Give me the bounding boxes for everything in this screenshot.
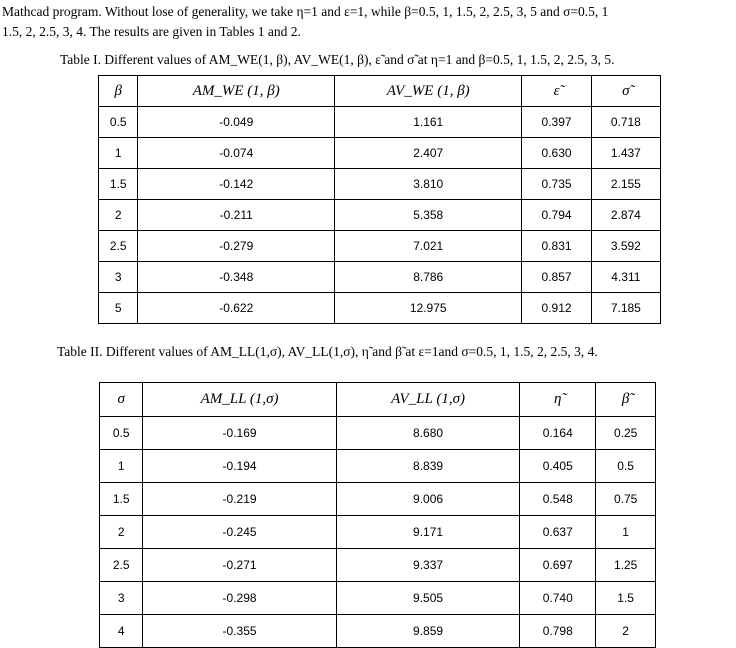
- table-cell: 1.161: [335, 107, 522, 138]
- table-cell: 0.831: [522, 231, 591, 262]
- table-cell: 5.358: [335, 200, 522, 231]
- table-cell: 0.5: [100, 417, 143, 450]
- table1-header-cell: AV_WE (1, β): [335, 76, 522, 107]
- table-row: [99, 169, 661, 200]
- table-cell: 2.5: [100, 549, 143, 582]
- table-row: [100, 483, 656, 516]
- table-cell: 3: [100, 582, 143, 615]
- intro-paragraph: [2, 2, 734, 42]
- table-cell: -0.271: [143, 549, 336, 582]
- table-row: [100, 450, 656, 483]
- table-cell: 0.75: [596, 483, 656, 516]
- table-cell: -0.622: [138, 293, 335, 324]
- table-row: [99, 107, 661, 138]
- table-cell: 2.155: [591, 169, 660, 200]
- table-cell: 0.735: [522, 169, 591, 200]
- table-cell: 0.397: [522, 107, 591, 138]
- table-cell: -0.211: [138, 200, 335, 231]
- table-cell: 1.437: [591, 138, 660, 169]
- table-cell: 1.5: [100, 483, 143, 516]
- table-cell: 8.839: [336, 450, 519, 483]
- table2-body: [100, 417, 656, 648]
- table-cell: -0.169: [143, 417, 336, 450]
- table-cell: 5: [99, 293, 138, 324]
- table-row: [99, 200, 661, 231]
- table-cell: 4.311: [591, 262, 660, 293]
- table-cell: -0.074: [138, 138, 335, 169]
- table-cell: 12.975: [335, 293, 522, 324]
- table-row: [99, 262, 661, 293]
- table-cell: -0.279: [138, 231, 335, 262]
- table-cell: 1.5: [596, 582, 656, 615]
- table-cell: 0.405: [520, 450, 596, 483]
- table-cell: 4: [100, 615, 143, 648]
- table-cell: 0.912: [522, 293, 591, 324]
- table-row: [100, 615, 656, 648]
- table-cell: 1.5: [99, 169, 138, 200]
- table1-header-cell: σ̃: [591, 76, 660, 107]
- table2-header-cell: AV_LL (1,σ): [336, 383, 519, 417]
- table-cell: -0.142: [138, 169, 335, 200]
- table-cell: 2: [99, 200, 138, 231]
- table2: [99, 382, 656, 648]
- table-cell: 8.680: [336, 417, 519, 450]
- table-cell: 0.548: [520, 483, 596, 516]
- table1-caption: Table I. Different values of AM_WE(1, β), AV_WE(1, β), ε̃ and σ̃ at η=1 and β=0.5, 1, 1.5, 2, 2.5, 3, 5.: [60, 52, 615, 67]
- table-cell: 9.859: [336, 615, 519, 648]
- table-cell: -0.049: [138, 107, 335, 138]
- table-cell: 7.021: [335, 231, 522, 262]
- table-row: [100, 516, 656, 549]
- table-cell: 9.337: [336, 549, 519, 582]
- table-cell: 2.874: [591, 200, 660, 231]
- table1-header-cell: ε̃: [522, 76, 591, 107]
- table-cell: 0.5: [99, 107, 138, 138]
- table-row: [99, 138, 661, 169]
- table1-header-cell: β: [99, 76, 138, 107]
- table1-header-cell: AM_WE (1, β): [138, 76, 335, 107]
- table2-header-cell: AM_LL (1,σ): [143, 383, 336, 417]
- table-row: [99, 231, 661, 262]
- table-cell: 0.697: [520, 549, 596, 582]
- table-cell: 0.164: [520, 417, 596, 450]
- table1-header-row: [99, 76, 661, 107]
- table-row: [99, 293, 661, 324]
- table-cell: 1.25: [596, 549, 656, 582]
- table-cell: 0.637: [520, 516, 596, 549]
- table-cell: 3.592: [591, 231, 660, 262]
- table-row: [100, 549, 656, 582]
- table2-header-cell: η̃: [520, 383, 596, 417]
- table-cell: -0.348: [138, 262, 335, 293]
- table-cell: 0.857: [522, 262, 591, 293]
- table-cell: -0.298: [143, 582, 336, 615]
- table-cell: -0.219: [143, 483, 336, 516]
- table-cell: 9.505: [336, 582, 519, 615]
- table-cell: -0.245: [143, 516, 336, 549]
- table2-header-cell: σ: [100, 383, 143, 417]
- table-row: [100, 417, 656, 450]
- table2-header-row: [100, 383, 656, 417]
- table-cell: 2: [100, 516, 143, 549]
- table2-caption: Table II. Different values of AM_LL(1,σ), AV_LL(1,σ), η̃ and β̃ at ε=1and σ=0.5, 1, 1.5, 2, 2.5, 3, 4.: [57, 344, 598, 359]
- table-cell: 0.798: [520, 615, 596, 648]
- table-cell: 9.171: [336, 516, 519, 549]
- table-cell: -0.355: [143, 615, 336, 648]
- table-cell: 0.5: [596, 450, 656, 483]
- table-cell: 2.407: [335, 138, 522, 169]
- table-cell: 0.718: [591, 107, 660, 138]
- table-cell: 3: [99, 262, 138, 293]
- table-cell: 1: [596, 516, 656, 549]
- table-cell: 2.5: [99, 231, 138, 262]
- table1-body: [99, 107, 661, 324]
- table-cell: -0.194: [143, 450, 336, 483]
- intro-line-2: 1.5, 2, 2.5, 3, 4. The results are given in Tables 1 and 2.: [2, 24, 301, 39]
- table-cell: 0.25: [596, 417, 656, 450]
- table-cell: 2: [596, 615, 656, 648]
- table-cell: 0.794: [522, 200, 591, 231]
- table-cell: 9.006: [336, 483, 519, 516]
- intro-line-1: Mathcad program. Without lose of generality, we take η=1 and ε=1, while β=0.5, 1, 1.5, 2, 2.5, 3, 5 and σ=0.5, 1: [2, 4, 609, 19]
- table1: [98, 75, 661, 324]
- table-row: [100, 582, 656, 615]
- table-cell: 0.630: [522, 138, 591, 169]
- table-cell: 1: [100, 450, 143, 483]
- table-cell: 7.185: [591, 293, 660, 324]
- table2-header-cell: β̃: [596, 383, 656, 417]
- table-cell: 8.786: [335, 262, 522, 293]
- table-cell: 0.740: [520, 582, 596, 615]
- table-cell: 3.810: [335, 169, 522, 200]
- table-cell: 1: [99, 138, 138, 169]
